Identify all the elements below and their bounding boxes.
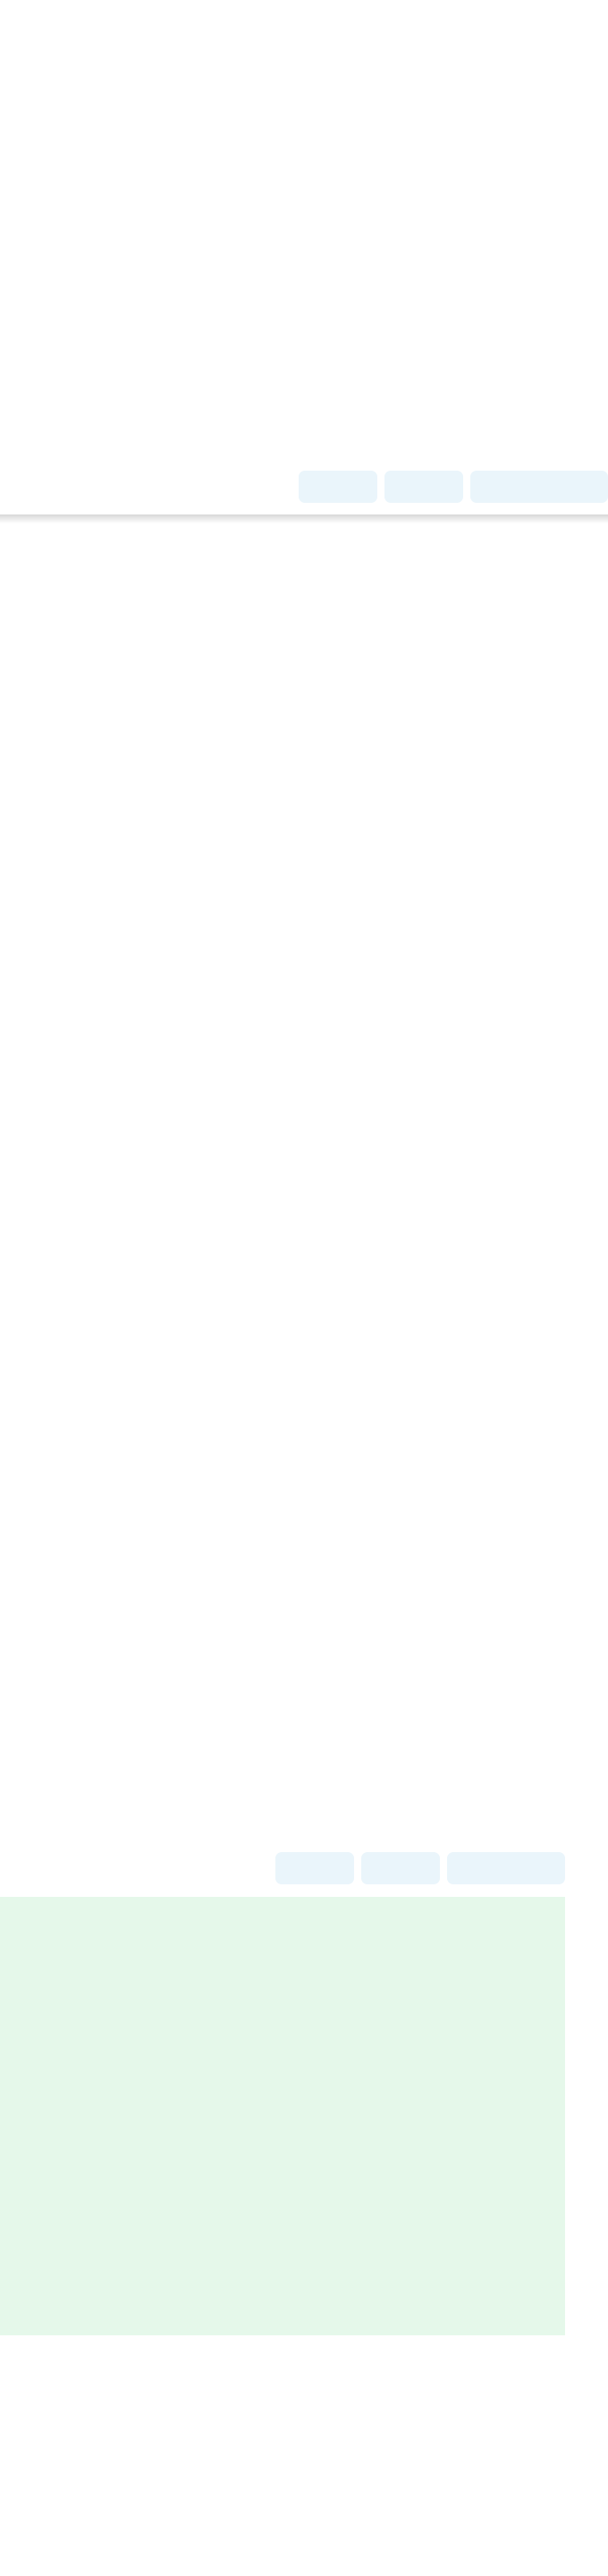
prev-exercise-button-2[interactable] bbox=[275, 1852, 354, 1884]
exercise-header bbox=[0, 465, 608, 505]
exercise-header-2 bbox=[0, 1847, 608, 1886]
all-exercises-button[interactable] bbox=[470, 471, 608, 503]
next-exercise-button[interactable] bbox=[384, 471, 463, 503]
header-shadow bbox=[0, 514, 608, 523]
all-exercises-button-2[interactable] bbox=[447, 1852, 565, 1884]
next-exercise-button-2[interactable] bbox=[361, 1852, 440, 1884]
prev-exercise-button[interactable] bbox=[299, 471, 377, 503]
answer-block bbox=[0, 1897, 565, 2335]
